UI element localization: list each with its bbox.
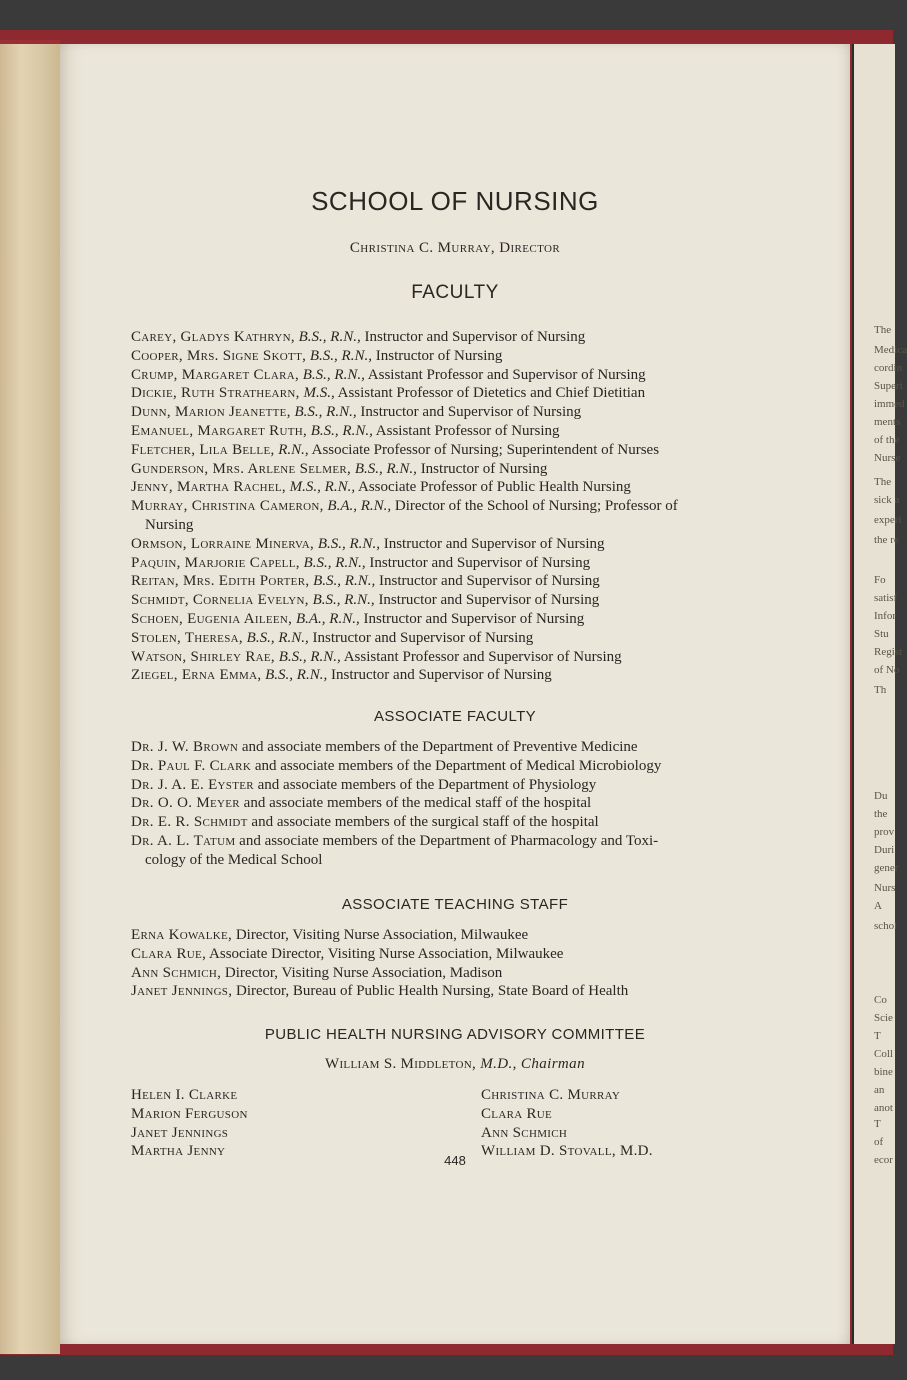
faculty-name: Dickie, Ruth Strathearn, [131, 385, 300, 402]
faculty-degrees: B.S., R.N., [306, 347, 372, 364]
associate-role: and associate members of the Department of Preventive Medicine [238, 739, 638, 755]
associate-name: Dr. A. L. Tatum [131, 832, 236, 849]
committee-member: Ann Schmich [481, 1124, 568, 1141]
adjacent-page-fragment: Infor [874, 610, 896, 622]
adjacent-page-fragment: an [874, 1084, 885, 1096]
committee-member: Clara Rue [481, 1105, 553, 1122]
adjacent-page-fragment: Coll [874, 1048, 893, 1060]
book-page [60, 44, 850, 1344]
faculty-role: Instructor and Supervisor of Nursing [374, 592, 600, 609]
faculty-role: Assistant Professor of Dietetics and Chief Dietitian [334, 385, 646, 402]
committee-left-column [131, 1086, 248, 1161]
teaching-staff-name: Janet Jennings, [131, 983, 233, 1000]
faculty-entry [131, 478, 821, 497]
faculty-entry [131, 648, 821, 667]
faculty-name: Murray, Christina Cameron, [131, 498, 324, 515]
adjacent-page-fragment: Th [874, 684, 887, 696]
faculty-degrees: B.S., R.N., [290, 404, 357, 421]
teaching-staff-name: Erna Kowalke, [131, 927, 233, 943]
teaching-staff-role: Director, Bureau of Public Health Nursing, State Board of Health [232, 983, 629, 1000]
faculty-name: Cooper, Mrs. Signe Skott, [131, 347, 307, 364]
faculty-degrees: B.A., R.N., [323, 498, 392, 515]
adjacent-page-fragment: immed [874, 398, 905, 410]
adjacent-page-fragment: The [874, 476, 892, 488]
associate-faculty-entry [131, 757, 821, 776]
associate-faculty-entry [131, 738, 821, 757]
adjacent-page-fragment: of the [874, 434, 900, 446]
associate-name: Dr. J. A. E. Eyster [131, 776, 254, 793]
adjacent-page-fragment: Co [874, 994, 887, 1006]
director-line: Christina C. Murray, Director [349, 240, 561, 256]
associate-faculty-entry [131, 776, 821, 795]
faculty-entry [131, 384, 821, 403]
committee-right-column [481, 1086, 653, 1161]
faculty-name: Carey, Gladys Kathryn, [131, 329, 295, 345]
associate-name: Dr. Paul F. Clark [131, 757, 252, 774]
adjacent-page-fragment: Stu [874, 628, 889, 640]
adjacent-page-fragment: gener [874, 862, 899, 874]
teaching-staff-role: Associate Director, Visiting Nurse Association, Milwaukee [206, 945, 564, 962]
associate-teaching-heading: ASSOCIATE TEACHING STAFF [341, 896, 569, 913]
faculty-degrees: B.S., R.N., [314, 535, 380, 552]
faculty-entry [131, 666, 821, 685]
faculty-role: Instructor and Supervisor of Nursing [356, 404, 582, 421]
faculty-role: Instructor and Supervisor of Nursing [359, 610, 585, 627]
faculty-degrees: R.N., [274, 441, 309, 458]
associate-role: and associate members of the medical staff of the hospital [239, 795, 592, 812]
faculty-name: Dunn, Marion Jeanette, [131, 404, 291, 421]
faculty-degrees: B.S., R.N., [294, 329, 361, 345]
teaching-staff-entry [131, 982, 821, 1001]
adjacent-page-fragment: Fo [874, 574, 886, 586]
committee-heading: PUBLIC HEALTH NURSING ADVISORY COMMITTEE [264, 1026, 646, 1043]
teaching-staff-name: Ann Schmich, [131, 964, 222, 981]
adjacent-page-fragment: schol [874, 920, 898, 932]
faculty-entry [131, 572, 821, 591]
faculty-degrees: B.S., R.N., [307, 422, 373, 439]
teaching-staff-entry [131, 926, 821, 945]
associate-role: and associate members of the Department of Physiology [253, 776, 597, 793]
faculty-degrees: B.S., R.N., [274, 648, 341, 665]
teaching-staff-entry [131, 964, 821, 983]
faculty-role: Associate Professor of Public Health Nursing [355, 479, 631, 496]
faculty-degrees: M.S., [299, 385, 335, 402]
associate-faculty-entry [131, 794, 821, 813]
committee-chair-role: M.D., Chairman [476, 1056, 585, 1072]
faculty-entry [131, 591, 821, 610]
adjacent-page-fragment: ecor [874, 1154, 893, 1166]
adjacent-page-fragment: of [874, 1136, 884, 1148]
associate-role-continued: cology of the Medical School [145, 851, 323, 868]
adjacent-page-fragment: Du [874, 790, 888, 802]
committee-member: Helen I. Clarke [131, 1087, 238, 1103]
faculty-name: Fletcher, Lila Belle, [131, 441, 275, 458]
committee-member: William D. Stovall, M.D. [481, 1143, 653, 1160]
faculty-entry [131, 366, 821, 385]
faculty-name: Ormson, Lorraine Minerva, [131, 535, 315, 552]
associate-faculty-entry [131, 813, 821, 832]
faculty-role: Assistant Professor of Nursing [372, 422, 560, 439]
adjacent-page-fragment: Regist [874, 646, 903, 658]
faculty-name: Paquin, Marjorie Capell, [131, 554, 300, 571]
faculty-role: Instructor and Supervisor of Nursing [365, 554, 591, 571]
faculty-role: Instructor and Supervisor of Nursing [379, 535, 605, 552]
faculty-name: Emanuel, Margaret Ruth, [131, 422, 308, 439]
page-number: 448 [444, 1153, 466, 1168]
adjacent-page-fragment: the [874, 808, 888, 820]
faculty-entry [131, 629, 821, 648]
committee-member: Janet Jennings [131, 1124, 229, 1141]
teaching-staff-name: Clara Rue, [131, 945, 207, 962]
faculty-entry [131, 347, 821, 366]
faculty-role: Instructor and Supervisor of Nursing [375, 573, 600, 590]
adjacent-page-fragment: The [874, 324, 892, 336]
faculty-role: Assistant Professor and Supervisor of Nursing [340, 648, 622, 665]
adjacent-page-fragment: T [874, 1118, 881, 1130]
teaching-staff-role: Director, Visiting Nurse Association, Milwaukee [232, 927, 529, 943]
committee-member: Christina C. Murray [481, 1087, 621, 1103]
committee-chair [60, 1056, 850, 1073]
adjacent-page-fragment: prov [874, 826, 895, 838]
adjacent-page-fragment: satisf [874, 592, 898, 604]
faculty-role-continued: Nursing [145, 516, 194, 533]
adjacent-page-fragment: T [874, 1030, 881, 1042]
faculty-name: Gunderson, Mrs. Arlene Selmer, [131, 460, 352, 477]
faculty-entry [131, 460, 821, 479]
adjacent-page-fragment: experi [874, 514, 902, 526]
associate-faculty-entry [131, 832, 821, 870]
adjacent-page-edge [852, 44, 907, 1344]
associate-name: Dr. O. O. Meyer [131, 795, 240, 812]
associate-name: Dr. J. W. Brown [131, 739, 239, 755]
faculty-degrees: B.S., R.N., [351, 460, 417, 477]
committee-member: Marion Ferguson [131, 1105, 248, 1122]
adjacent-page-fragment: Duri [874, 844, 895, 856]
faculty-entry [131, 403, 821, 422]
faculty-degrees: B.S., R.N., [308, 592, 375, 609]
committee-chair-name: William S. Middleton, [325, 1056, 477, 1072]
adjacent-page-fragment: Superi [874, 380, 903, 392]
associate-role: and associate members of the Department of Medical Microbiology [251, 757, 662, 774]
faculty-entry [131, 328, 821, 347]
faculty-role: Instructor and Supervisor of Nursing [308, 629, 534, 646]
faculty-role: Instructor and Supervisor of Nursing [360, 329, 586, 345]
associate-faculty-list [131, 738, 821, 870]
page-content [60, 44, 850, 1344]
faculty-heading: FACULTY [411, 282, 499, 303]
associate-role: and associate members of the surgical staff of the hospital [247, 814, 599, 831]
faculty-role: Instructor and Supervisor of Nursing [327, 667, 552, 684]
adjacent-page-fragment: ments [874, 416, 901, 428]
faculty-entry [131, 497, 821, 535]
faculty-entry [131, 554, 821, 573]
associate-teaching-list [131, 926, 821, 1001]
faculty-name: Schoen, Eugenia Aileen, [131, 610, 293, 627]
adjacent-page-fragment: sick a [874, 494, 900, 506]
associate-faculty-heading: ASSOCIATE FACULTY [373, 708, 537, 725]
adjacent-page-fragment: A [874, 900, 882, 912]
faculty-name: Reitan, Mrs. Edith Porter, [131, 573, 310, 590]
adjacent-page-fragment: Nurs [874, 882, 896, 894]
adjacent-page-fragment: of No [874, 664, 900, 676]
faculty-degrees: B.A., R.N., [292, 610, 360, 627]
faculty-role: Director of the School of Nursing; Professor of [391, 498, 678, 515]
faculty-entry [131, 610, 821, 629]
faculty-role: Instructor of Nursing [371, 347, 503, 364]
page-edges-left [0, 40, 60, 1354]
faculty-degrees: B.S., R.N., [299, 554, 366, 571]
faculty-name: Jenny, Martha Rachel, [131, 479, 286, 496]
adjacent-page-fragment: Medica [874, 344, 907, 356]
faculty-entry [131, 422, 821, 441]
committee-member: Martha Jenny [131, 1143, 226, 1160]
faculty-entry [131, 441, 821, 460]
faculty-role: Assistant Professor and Supervisor of Nursing [364, 366, 646, 383]
faculty-role: Associate Professor of Nursing; Superintendent of Nurses [308, 441, 660, 458]
faculty-name: Crump, Margaret Clara, [131, 366, 300, 383]
faculty-degrees: B.S., R.N., [261, 667, 328, 684]
associate-role: and associate members of the Department of Pharmacology and Toxi- [235, 832, 659, 849]
adjacent-page-fragment: Scie [874, 1012, 893, 1024]
adjacent-page-fragment: the re [874, 534, 899, 546]
faculty-name: Watson, Shirley Rae, [131, 648, 275, 665]
teaching-staff-role: Director, Visiting Nurse Association, Madison [221, 964, 503, 981]
faculty-degrees: B.S., R.N., [242, 629, 309, 646]
adjacent-page-fragment: anot [874, 1102, 893, 1114]
faculty-degrees: B.S., R.N., [309, 573, 376, 590]
adjacent-page-fragment: Nurse [874, 452, 901, 464]
page-title: SCHOOL OF NURSING [311, 186, 599, 216]
teaching-staff-entry [131, 945, 821, 964]
faculty-name: Ziegel, Erna Emma, [131, 667, 262, 684]
faculty-name: Stolen, Theresa, [131, 629, 243, 646]
faculty-degrees: B.S., R.N., [299, 366, 365, 383]
faculty-role: Instructor of Nursing [416, 460, 548, 477]
faculty-name: Schmidt, Cornelia Evelyn, [131, 592, 309, 609]
adjacent-page-fragment: bine [874, 1066, 893, 1078]
associate-name: Dr. E. R. Schmidt [131, 814, 248, 831]
faculty-degrees: M.S., R.N., [285, 479, 356, 496]
faculty-entry [131, 535, 821, 554]
faculty-list [131, 328, 821, 685]
adjacent-page-fragment: cordin [874, 362, 903, 374]
